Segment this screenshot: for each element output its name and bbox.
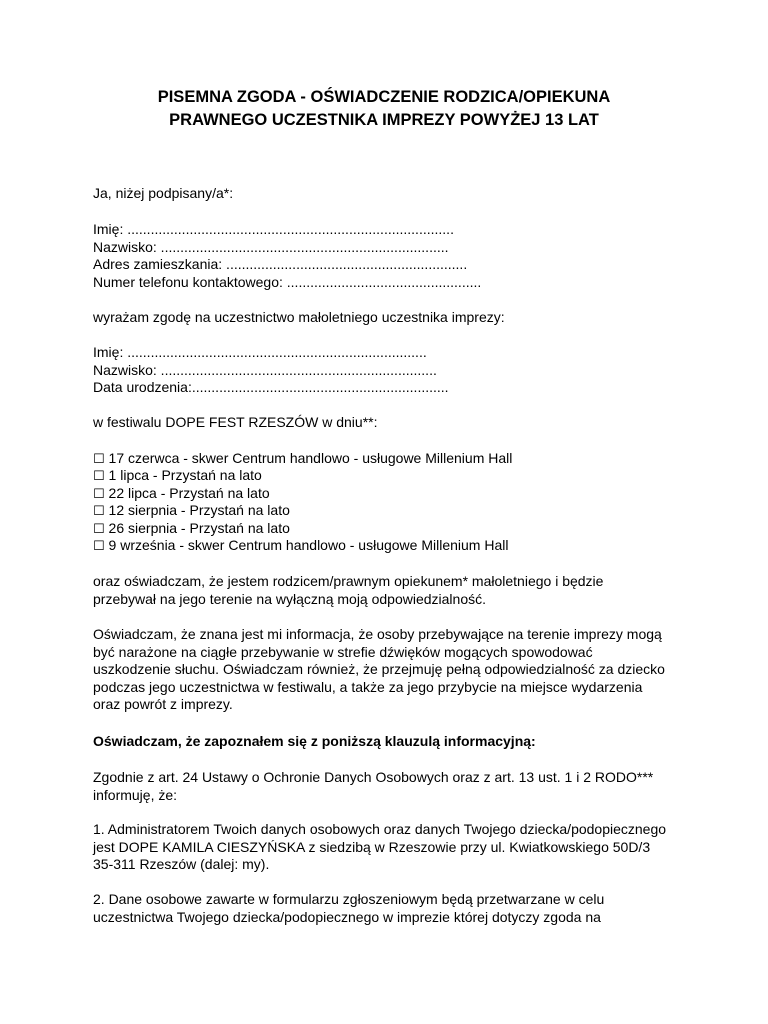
rodo-intro — [93, 769, 693, 804]
statement-line: podczas jego uczestnictwa w festiwalu, a także za jego przybycie na miejsce wydarzenia — [93, 678, 643, 695]
statement-line: być narażone na ciągłe przebywanie w strefie dźwięków mogących spowodować — [93, 643, 593, 660]
parent-field-surname: Nazwisko: .......................................................................... — [93, 239, 449, 255]
clause-line: 1. Administratorem Twoich danych osobowych oraz danych Twojego dziecka/podopiecznego — [93, 821, 667, 837]
intro-text: Ja, niżej podpisany/a*: — [93, 185, 234, 201]
checkbox-icon: ☐ — [93, 452, 105, 467]
date-option-label: 1 lipca - Przystań na lato — [108, 467, 262, 483]
clause-point-1 — [93, 821, 693, 874]
date-option-label: 17 czerwca - skwer Centrum handlowo - usługowe Millenium Hall — [108, 450, 513, 466]
checkbox-icon: ☐ — [93, 504, 105, 519]
consent-line: wyrażam zgodę na uczestnictwo małoletniego uczestnika imprezy: — [93, 309, 505, 325]
clause-line: jest DOPE KAMILA CIESZYŃSKA z siedzibą w Rzeszowie przy ul. Kwiatkowskiego 50D/3 — [93, 838, 651, 855]
statement-line: uszkodzenie słuchu. Oświadczam również, że przejmuję pełną odpowiedzialność za dziecko — [93, 661, 665, 678]
date-option — [93, 485, 270, 504]
parent-field-phone: Numer telefonu kontaktowego: .................................................. — [93, 274, 482, 290]
clause-point-2 — [93, 891, 693, 926]
child-field-name: Imię: ............................................................................. — [93, 344, 427, 360]
clause-line: 35-311 Rzeszów (dalej: my). — [93, 856, 270, 873]
statement-line: oraz oświadczam, że jestem rodzicem/prawnym opiekunem* małoletniego i będzie — [93, 573, 604, 589]
clause-heading: Oświadczam, że zapoznałem się z poniższą klauzulą informacyjną: — [93, 733, 536, 749]
date-option — [93, 537, 508, 556]
checkbox-icon: ☐ — [93, 469, 105, 484]
date-option — [93, 520, 290, 539]
rodo-line: informuję, że: — [93, 786, 178, 803]
checkbox-icon: ☐ — [93, 522, 105, 537]
date-option-label: 9 września - skwer Centrum handlowo - usługowe Millenium Hall — [108, 537, 509, 553]
date-option — [93, 502, 290, 521]
date-option-label: 22 lipca - Przystań na lato — [108, 485, 270, 501]
festival-line: w festiwalu DOPE FEST RZESZÓW w dniu**: — [93, 414, 378, 430]
date-option-label: 12 sierpnia - Przystań na lato — [108, 502, 290, 518]
statement-line: przebywał na jego terenie na wyłączną moją odpowiedzialność. — [93, 590, 487, 607]
date-option — [93, 450, 512, 469]
statement-line: Oświadczam, że znana jest mi informacja, że osoby przebywające na terenie imprezy mogą — [93, 626, 662, 642]
date-option — [93, 467, 262, 486]
checkbox-icon: ☐ — [93, 539, 105, 554]
document-title-line-1: PISEMNA ZGODA - OŚWIADCZENIE RODZICA/OPIEKUNA — [157, 88, 611, 106]
rodo-line: Zgodnie z art. 24 Ustawy o Ochronie Danych Osobowych oraz z art. 13 ust. 1 i 2 RODO*** — [93, 769, 654, 785]
statement-noise — [93, 626, 693, 714]
clause-line: 2. Dane osobowe zawarte w formularzu zgłoszeniowym będą przetwarzane w celu — [93, 891, 605, 907]
statement-line: oraz powrót z imprezy. — [93, 696, 233, 713]
statement-guardian — [93, 573, 693, 608]
parent-field-address: Adres zamieszkania: .............................................................. — [93, 256, 468, 272]
clause-line: uczestnictwa Twojego dziecka/podopiecznego w imprezie której dotyczy zgoda na — [93, 908, 601, 925]
document-title-line-2: PRAWNEGO UCZESTNIKA IMPREZY POWYŻEJ 13 LAT — [169, 111, 599, 129]
parent-field-name: Imię: .................................................................................... — [93, 221, 454, 237]
child-field-birthdate: Data urodzenia:.................................................................. — [93, 379, 449, 395]
child-field-surname: Nazwisko: ....................................................................... — [93, 362, 437, 378]
checkbox-icon: ☐ — [93, 487, 105, 502]
date-option-label: 26 sierpnia - Przystań na lato — [108, 520, 290, 536]
